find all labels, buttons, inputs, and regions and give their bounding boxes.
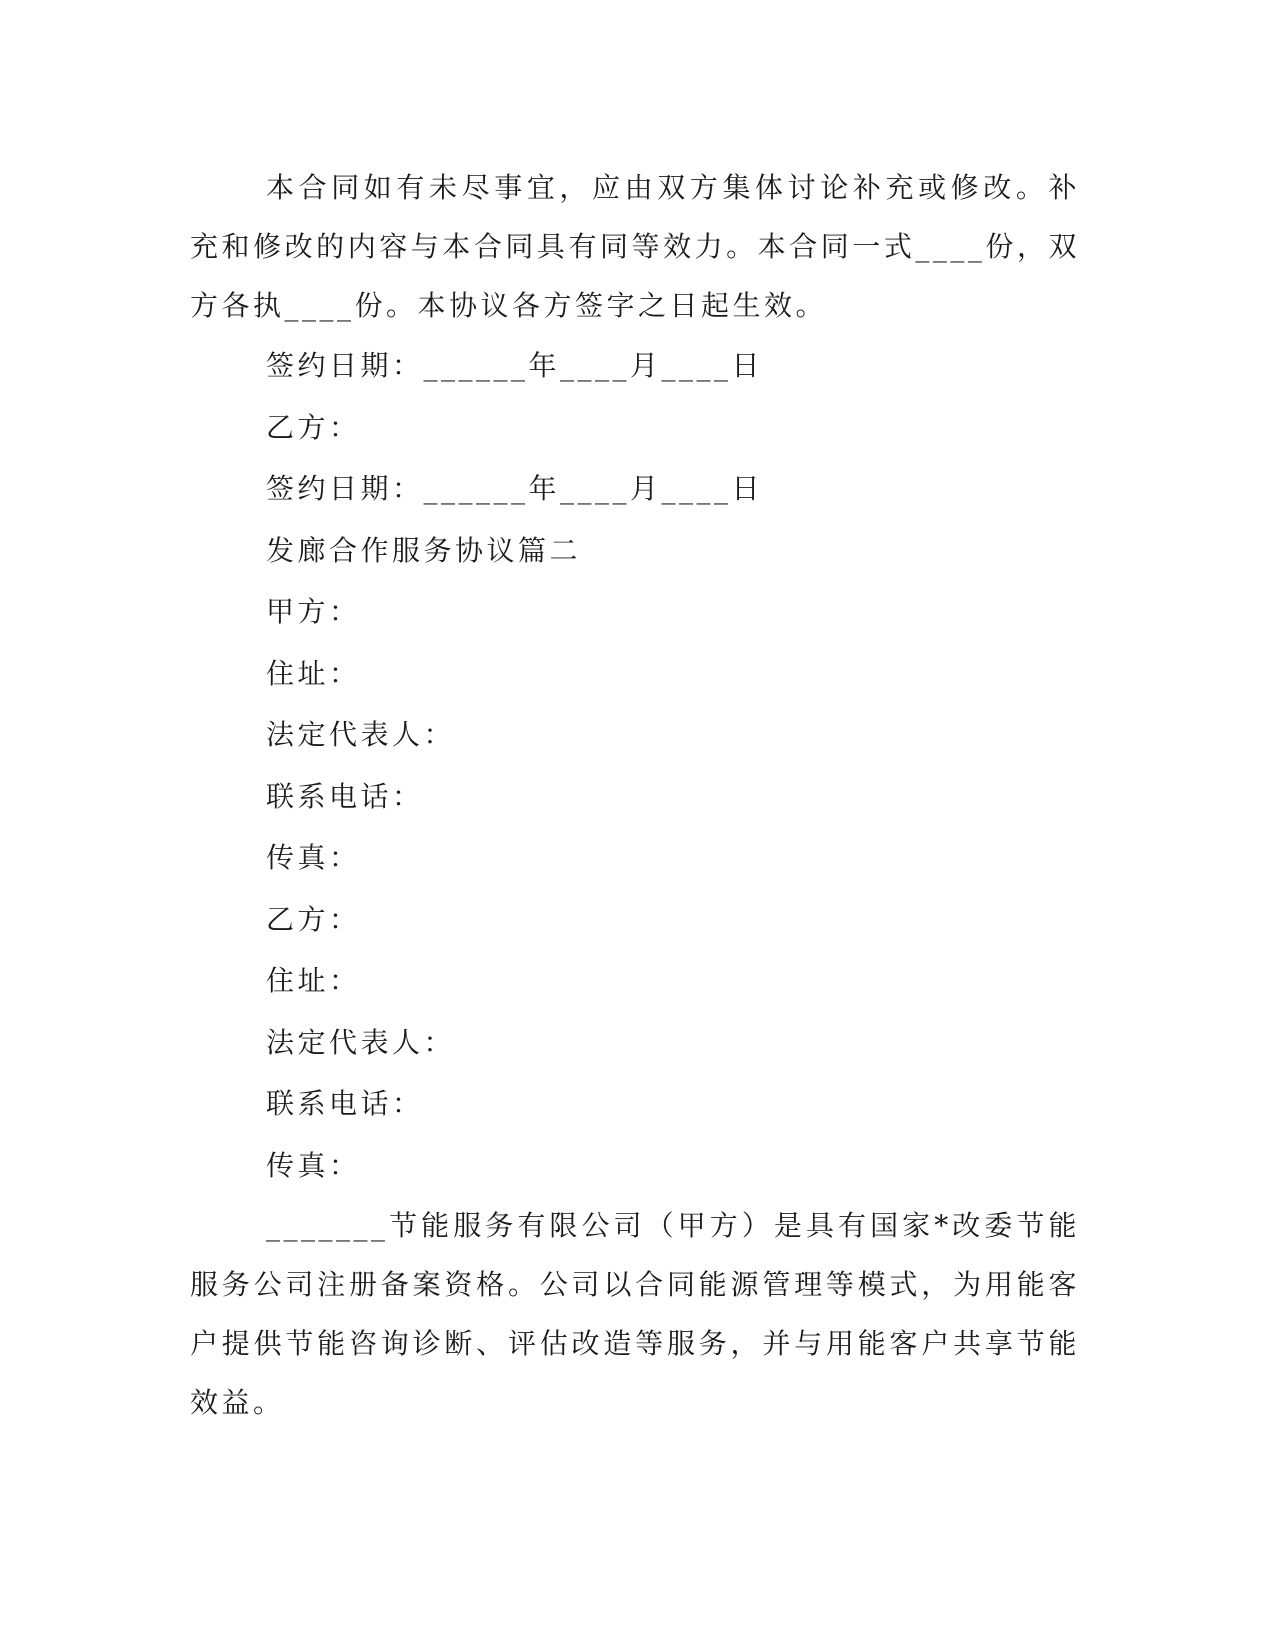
party-a-fax-label: 传真： (266, 841, 361, 874)
party-b-legal-rep-label: 法定代表人： (266, 1025, 456, 1059)
party-b-address-label: 住址： (266, 964, 361, 997)
party-b-label-1: 乙方： (266, 410, 361, 444)
section-heading: 发廊合作服务协议篇二 (266, 533, 582, 567)
signing-date-line-1: 签约日期：______年____月____日 (266, 349, 764, 382)
party-a-phone-label: 联系电话： (266, 779, 424, 813)
party-b-fax-label: 传真： (266, 1148, 361, 1182)
party-a-address-label: 住址： (266, 656, 361, 690)
document-body (190, 158, 1080, 1432)
company-intro-paragraph: _______节能服务有限公司（甲方）是具有国家*改委节能服务公司注册备案资格。公司以合同能源管理等模式，为用能客户提供节能咨询诊断、评估改造等服务，并与用能客户共享节能效益。 (190, 1209, 1080, 1419)
party-a-label: 甲方： (266, 595, 361, 628)
party-b-label-2: 乙方： (266, 902, 361, 936)
party-b-phone-label: 联系电话： (266, 1087, 424, 1120)
party-a-legal-rep-label: 法定代表人： (266, 718, 456, 751)
signing-date-line-2: 签约日期：______年____月____日 (266, 472, 764, 505)
closing-clause-paragraph: 本合同如有未尽事宜，应由双方集体讨论补充或修改。补充和修改的内容与本合同具有同等效力。本合同一式____份，双方各执____份。本协议各方签字之日起生效。 (190, 171, 1080, 322)
